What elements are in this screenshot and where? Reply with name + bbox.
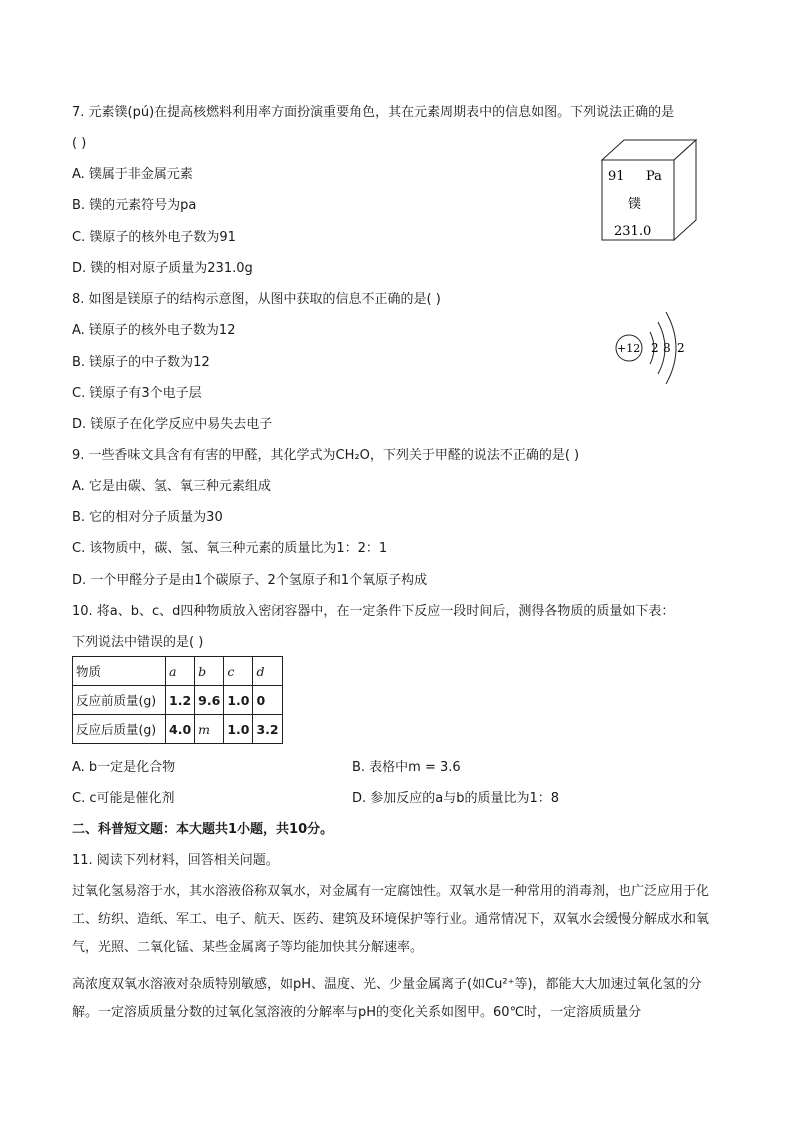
table-cell: 反应前质量(g) bbox=[73, 686, 166, 715]
element-name: 镤 bbox=[628, 197, 642, 212]
q10-stem: 10. 将a、b、c、d四种物质放入密闭容器中，在一定条件下反应一段时间后，测得各物质的质量如下表： bbox=[72, 604, 675, 619]
nucleus-charge: +12 bbox=[617, 342, 641, 355]
q11-paragraph-2: 高浓度双氧水溶液对杂质特别敏感，如pH、温度、光、少量金属离子(如Cu²⁺等)，都能大大加速过氧化氢的分解。一定溶质质量分数的过氧化氢溶液的分解率与pH的变化关系如图甲。60℃时，一定溶质质量分 bbox=[72, 977, 702, 1020]
q9-option-a: A. 它是由碳、氢、氧三种元素组成 bbox=[72, 479, 271, 494]
table-cell: c bbox=[224, 657, 253, 686]
table-cell: a bbox=[166, 657, 195, 686]
table-row bbox=[73, 686, 283, 715]
q7-option-a: A. 镤属于非金属元素 bbox=[72, 167, 193, 182]
shell-count-2: 8 bbox=[663, 341, 671, 355]
table-cell: d bbox=[253, 657, 282, 686]
q9-option-d: D. 一个甲醛分子是由1个碳原子、2个氢原子和1个氧原子构成 bbox=[72, 573, 428, 588]
table-cell: 3.2 bbox=[253, 715, 282, 744]
element-symbol: Pa bbox=[646, 169, 662, 184]
q10-option-b: B. 表格中m = 3.6 bbox=[352, 760, 461, 775]
q9-option-b: B. 它的相对分子质量为30 bbox=[72, 510, 223, 525]
q7-paren: ( ) bbox=[72, 136, 87, 151]
shell-count-1: 2 bbox=[651, 341, 659, 355]
table-cell: 4.0 bbox=[166, 715, 195, 744]
table-cell: 1.0 bbox=[224, 715, 253, 744]
table-cell: 1.0 bbox=[224, 686, 253, 715]
q11-paragraph-1: 过氧化氢易溶于水，其水溶液俗称双氧水，对金属有一定腐蚀性。双氧水是一种常用的消毒剂，也广泛应用于化工、纺织、造纸、军工、电子、航天、医药、建筑及环境保护等行业。通常情况下，双氧水会缓慢分解成水和氧气，光照、二氧化锰、某些金属离子等均能加快其分解速率。 bbox=[72, 884, 710, 955]
mass-table bbox=[72, 656, 283, 744]
atom-structure-figure bbox=[612, 300, 698, 400]
table-cell: 0 bbox=[253, 686, 282, 715]
q8-option-d: D. 镁原子在化学反应中易失去电子 bbox=[72, 417, 273, 432]
q10-stem-2: 下列说法中错误的是( ) bbox=[72, 635, 204, 650]
table-header-row bbox=[73, 657, 283, 686]
q8-stem: 8. 如图是镁原子的结构示意图，从图中获取的信息不正确的是( ) bbox=[72, 292, 441, 307]
q8-option-b: B. 镁原子的中子数为12 bbox=[72, 355, 210, 370]
q10-option-c: C. c可能是催化剂 bbox=[72, 791, 175, 806]
q10-option-a: A. b一定是化合物 bbox=[72, 760, 176, 775]
table-row bbox=[73, 715, 283, 744]
q11-stem: 11. 阅读下列材料，回答相关问题。 bbox=[72, 853, 279, 868]
table-cell: 1.2 bbox=[166, 686, 195, 715]
element-mass: 231.0 bbox=[614, 224, 652, 239]
q7-option-b: B. 镤的元素符号为pa bbox=[72, 198, 197, 213]
element-number: 91 bbox=[608, 169, 625, 184]
table-cell: b bbox=[195, 657, 224, 686]
table-cell: 物质 bbox=[73, 657, 166, 686]
shell-count-3: 2 bbox=[677, 341, 685, 355]
q8-option-c: C. 镁原子有3个电子层 bbox=[72, 386, 202, 401]
table-cell: 反应后质量(g) bbox=[73, 715, 166, 744]
q10-option-d: D. 参加反应的a与b的质量比为1：8 bbox=[352, 791, 560, 806]
table-cell: 9.6 bbox=[195, 686, 224, 715]
q9-option-c: C. 该物质中，碳、氢、氧三种元素的质量比为1：2：1 bbox=[72, 541, 388, 556]
table-cell: m bbox=[195, 715, 224, 744]
section-2-heading: 二、科普短文题：本大题共1小题，共10分。 bbox=[72, 822, 334, 837]
q8-option-a: A. 镁原子的核外电子数为12 bbox=[72, 323, 236, 338]
q7-stem: 7. 元素镤(pú)在提高核燃料利用率方面扮演重要角色，其在元素周期表中的信息如图。下列说法正确的是 bbox=[72, 105, 675, 120]
element-cube-figure bbox=[600, 138, 700, 246]
q7-option-c: C. 镤原子的核外电子数为91 bbox=[72, 230, 236, 245]
q9-stem: 9. 一些香味文具含有有害的甲醛，其化学式为CH₂O，下列关于甲醛的说法不正确的是( ) bbox=[72, 448, 580, 463]
q7-option-d: D. 镤的相对原子质量为231.0g bbox=[72, 261, 253, 276]
